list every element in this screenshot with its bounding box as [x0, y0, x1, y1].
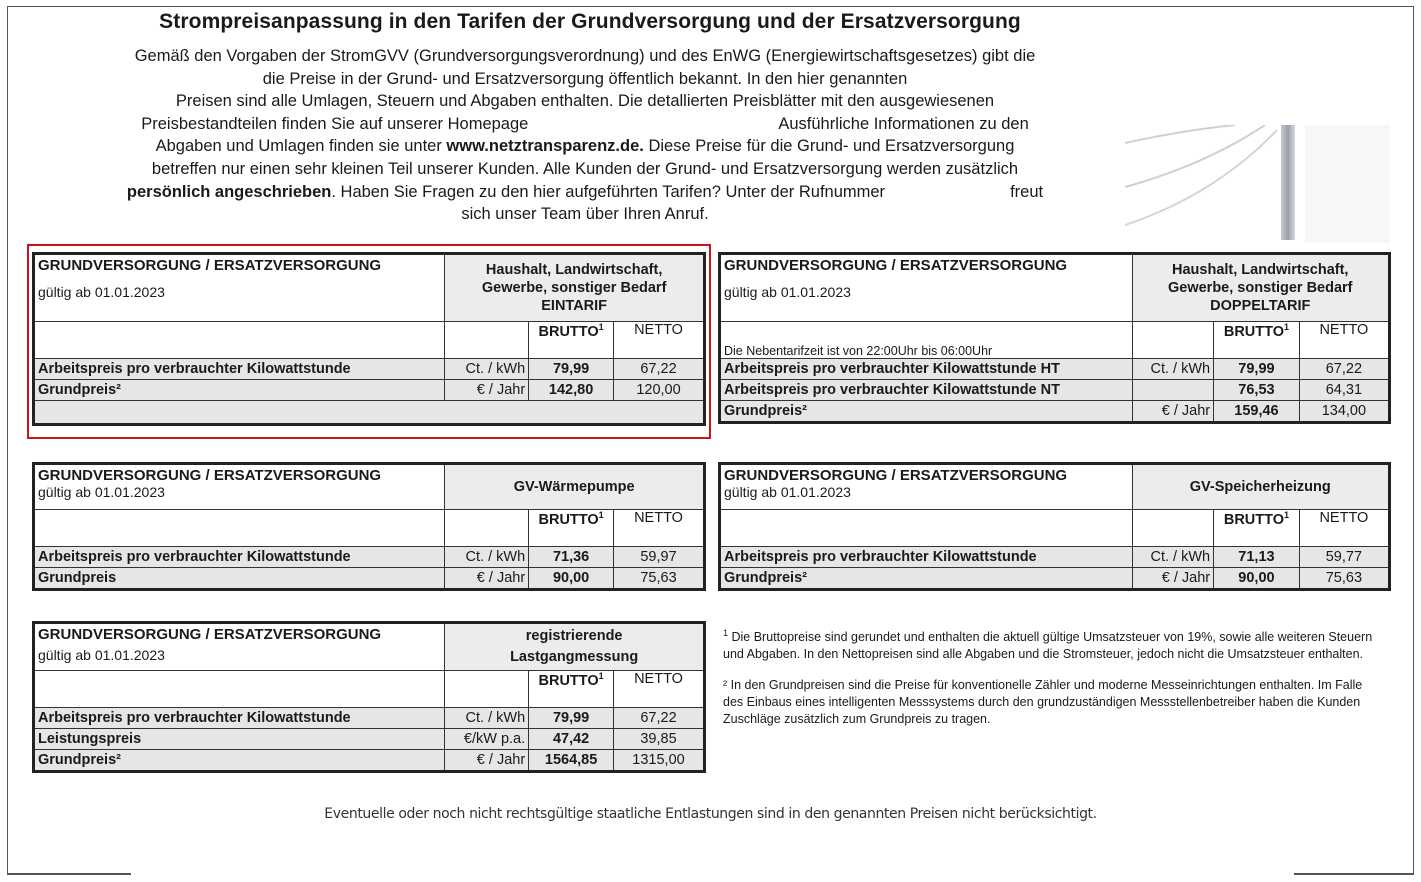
brutto-value: 47,42: [529, 729, 614, 750]
intro-line: Preisen sind alle Umlagen, Steuern und Abgaben enthalten. Die detallierten Preisblätter mit den ausgewiesenen: [175, 92, 995, 111]
table-row: [720, 547, 1390, 568]
row-unit: € / Jahr: [445, 568, 529, 590]
tariff-category: [445, 623, 705, 671]
footnote-1: [723, 625, 1383, 663]
brutto-value: 90,00: [529, 568, 614, 590]
brutto-label: BRUTTO: [538, 323, 599, 340]
netto-value: 67,22: [614, 359, 705, 380]
footnote-mark: 1: [598, 510, 604, 520]
intro-fragment: Diese Preise für die Grund- und Ersatzversorgung: [643, 137, 1015, 156]
row-label: Grundpreis²: [720, 568, 1133, 590]
tariff-time-note: Die Nebentarifzeit ist von 22:00Uhr bis 06:00Uhr: [720, 322, 1133, 359]
intro-fragment: Ausführliche Informationen zu den: [778, 114, 1029, 133]
table-header-left: [34, 623, 445, 671]
table-heading: GRUNDVERSORGUNG / ERSATZVERSORGUNG: [724, 467, 1068, 484]
tariff-category: [1132, 254, 1390, 322]
netto-value: 39,85: [614, 729, 705, 750]
netto-value: 75,63: [1299, 568, 1389, 590]
row-unit: Ct. / kWh: [445, 547, 529, 568]
valid-date: gültig ab 01.01.2023: [724, 284, 851, 300]
brutto-header: [529, 322, 614, 359]
netto-header: NETTO: [1299, 322, 1389, 359]
brutto-label: BRUTTO: [538, 511, 599, 528]
netto-header: NETTO: [1299, 510, 1389, 547]
row-unit: Ct. / kWh: [445, 708, 529, 729]
table-heading: GRUNDVERSORGUNG / ERSATZVERSORGUNG: [724, 257, 1068, 274]
empty-cell: [445, 510, 529, 547]
row-label: Arbeitspreis pro verbrauchter Kilowattstunde: [34, 359, 445, 380]
row-label: Grundpreis: [34, 568, 445, 590]
brutto-value: 71,13: [1214, 547, 1300, 568]
row-label: Arbeitspreis pro verbrauchter Kilowattstunde: [34, 708, 445, 729]
brutto-value: 79,99: [529, 708, 614, 729]
netto-header: NETTO: [614, 510, 705, 547]
empty-cell: [1132, 322, 1214, 359]
brutto-value: 1564,85: [529, 750, 614, 772]
table-header-left: [720, 254, 1133, 322]
empty-cell: [34, 510, 445, 547]
row-unit: € / Jahr: [445, 750, 529, 772]
row-label: Leistungspreis: [34, 729, 445, 750]
category-line: DOPPELTARIF: [1210, 298, 1311, 314]
footnote-mark: 1: [1284, 322, 1290, 332]
intro-fragment: Abgaben und Umlagen finden sie unter: [155, 137, 447, 156]
category-line: Haushalt, Landwirtschaft,: [485, 262, 663, 278]
empty-cell: [34, 671, 445, 708]
row-unit: €/kW p.a.: [445, 729, 529, 750]
empty-cell: [445, 671, 529, 708]
row-unit: € / Jahr: [1132, 401, 1214, 423]
row-label: Grundpreis²: [34, 380, 445, 401]
brutto-header: [1214, 510, 1300, 547]
empty-cell: [34, 322, 445, 359]
tariff-category: GV-Speicherheizung: [1132, 464, 1390, 510]
table-header-left: [720, 464, 1133, 510]
netto-value: 59,97: [614, 547, 705, 568]
netto-value: 67,22: [1299, 359, 1389, 380]
netto-value: 59,77: [1299, 547, 1389, 568]
table-row: [720, 568, 1390, 590]
brutto-value: 90,00: [1214, 568, 1300, 590]
category-line: registrierende: [525, 628, 623, 644]
table-row: [34, 568, 705, 590]
bottom-note: Eventuelle oder noch nicht rechtsgültige staatliche Entlastungen sind in den genannten Preisen nicht berücksichtigt.: [324, 806, 1097, 822]
table-row: [34, 380, 705, 401]
table-row: [720, 359, 1390, 380]
intro-line: betreffen nur einen sehr kleinen Teil unserer Kunden. Alle Kunden der Grund- und Ersatzversorgung werden zusätzlich: [151, 159, 1019, 178]
brutto-value: 71,36: [529, 547, 614, 568]
tariff-table-lastgang: [32, 621, 706, 773]
brutto-value: 142,80: [529, 380, 614, 401]
table-row: [34, 729, 705, 750]
intro-text: [30, 45, 1140, 226]
intro-line: sich unser Team über Ihren Anruf.: [461, 205, 709, 224]
row-unit: Ct. / kWh: [1132, 547, 1214, 568]
netto-value: 64,31: [1299, 380, 1389, 401]
intro-line: [30, 181, 1140, 204]
brutto-value: 76,53: [1214, 380, 1300, 401]
brutto-value: 159,46: [1214, 401, 1300, 423]
table-header-left: [34, 254, 445, 322]
intro-line: [30, 135, 1140, 158]
tariff-table-waermepumpe: [32, 462, 706, 591]
intro-fragment: freut: [1010, 182, 1044, 201]
intro-line: [30, 113, 1140, 136]
netztransparenz-link[interactable]: www.netztransparenz.de.: [446, 137, 644, 156]
tariff-table-eintarif: [32, 252, 706, 426]
row-unit: Ct. / kWh: [1132, 359, 1214, 380]
row-label: Arbeitspreis pro verbrauchter Kilowattstunde NT: [720, 380, 1133, 401]
row-label: Grundpreis²: [34, 750, 445, 772]
netto-value: 134,00: [1299, 401, 1389, 423]
intro-line: Gemäß den Vorgaben der StromGVV (Grundversorgungsverordnung) und des EnWG (Energiewirtschaftsgesetzes) gibt die: [134, 47, 1036, 65]
decorative-image: [1125, 125, 1390, 243]
valid-date: gültig ab 01.01.2023: [38, 647, 165, 663]
row-unit: Ct. / kWh: [445, 359, 529, 380]
table-row: [720, 401, 1390, 423]
brutto-label: BRUTTO: [1223, 511, 1285, 528]
empty-cell: [1132, 510, 1214, 547]
table-row: [34, 750, 705, 772]
row-unit: € / Jahr: [1132, 568, 1214, 590]
valid-date: gültig ab 01.01.2023: [38, 284, 165, 300]
tariff-table-doppeltarif: [718, 252, 1391, 424]
tariff-category: [445, 254, 705, 322]
netto-value: 120,00: [614, 380, 705, 401]
footnote-mark: 1: [598, 671, 604, 681]
brutto-value: 79,99: [1214, 359, 1300, 380]
footnote-text: Die Bruttopreise sind gerundet und enthalten die aktuell gültige Umsatzsteuer von 19%, sowie alle weiteren Steuern und Abgaben. In den Nettopreisen sind alle Abgaben und die Stromsteuer, jedoch nicht die Umsatzsteuer enthalten.: [723, 630, 1373, 662]
footnote-mark: 1: [1284, 510, 1290, 520]
footnote-2: ² In den Grundpreisen sind die Preise für konventionelle Zähler und moderne Messeinrichtungen enthalten. Im Falle des Einbaus eines intelligenten Messsystems durch den grundzuständigen Messstellenbetreiber haben die Kunden Zuschläge zusätzlich zum Grundpreis zu tragen.: [723, 678, 1363, 727]
row-label: Arbeitspreis pro verbrauchter Kilowattstunde: [720, 547, 1133, 568]
intro-fragment: . Haben Sie Fragen zu den hier aufgeführten Tarifen? Unter der Rufnummer: [331, 182, 886, 201]
category-line: Gewerbe, sonstiger Bedarf: [1167, 280, 1353, 296]
frame-edge: [1294, 873, 1413, 875]
brutto-label: BRUTTO: [1223, 323, 1285, 340]
page-title: Strompreisanpassung in den Tarifen der Grundversorgung und der Ersatzversorgung: [159, 10, 1021, 33]
table-row: [34, 359, 705, 380]
tariff-table-speicherheizung: [718, 462, 1391, 591]
table-row: [720, 380, 1390, 401]
tariff-category: GV-Wärmepumpe: [445, 464, 705, 510]
brutto-value: 79,99: [529, 359, 614, 380]
table-heading: GRUNDVERSORGUNG / ERSATZVERSORGUNG: [38, 257, 382, 274]
brutto-header: [529, 671, 614, 708]
category-line: Lastgangmessung: [510, 649, 639, 665]
row-label: Arbeitspreis pro verbrauchter Kilowattstunde HT: [720, 359, 1133, 380]
footnote-mark: 1: [723, 628, 729, 638]
table-row-empty: [34, 401, 705, 425]
row-unit: [1132, 380, 1214, 401]
row-label: Arbeitspreis pro verbrauchter Kilowattstunde: [34, 547, 445, 568]
footnote-mark: 1: [598, 322, 604, 332]
category-line: Haushalt, Landwirtschaft,: [1172, 262, 1349, 278]
row-unit: € / Jahr: [445, 380, 529, 401]
table-header-left: [34, 464, 445, 510]
valid-date: gültig ab 01.01.2023: [38, 484, 165, 500]
table-row: [34, 547, 705, 568]
table-heading: GRUNDVERSORGUNG / ERSATZVERSORGUNG: [38, 626, 382, 643]
brutto-label: BRUTTO: [538, 672, 599, 689]
brutto-header: [529, 510, 614, 547]
intro-fragment: Preisbestandteilen finden Sie auf unserer Homepage: [141, 114, 529, 133]
brutto-header: [1214, 322, 1300, 359]
empty-cell: [445, 322, 529, 359]
empty-cell: [34, 401, 705, 425]
footnotes: [723, 625, 1383, 742]
category-line: Gewerbe, sonstiger Bedarf: [481, 280, 667, 296]
intro-line: die Preise in der Grund- und Ersatzversorgung öffentlich bekannt. In den hier genannten: [262, 69, 908, 88]
netto-header: NETTO: [614, 671, 705, 708]
netto-value: 1315,00: [614, 750, 705, 772]
row-label: Grundpreis²: [720, 401, 1133, 423]
table-row: [34, 708, 705, 729]
netto-value: 67,22: [614, 708, 705, 729]
intro-bold: persönlich angeschrieben: [126, 182, 332, 201]
netto-value: 75,63: [614, 568, 705, 590]
empty-cell: [720, 510, 1133, 547]
frame-edge: [7, 873, 131, 875]
category-line: EINTARIF: [541, 298, 608, 314]
table-heading: GRUNDVERSORGUNG / ERSATZVERSORGUNG: [38, 467, 382, 484]
valid-date: gültig ab 01.01.2023: [724, 484, 851, 500]
netto-header: NETTO: [614, 322, 705, 359]
